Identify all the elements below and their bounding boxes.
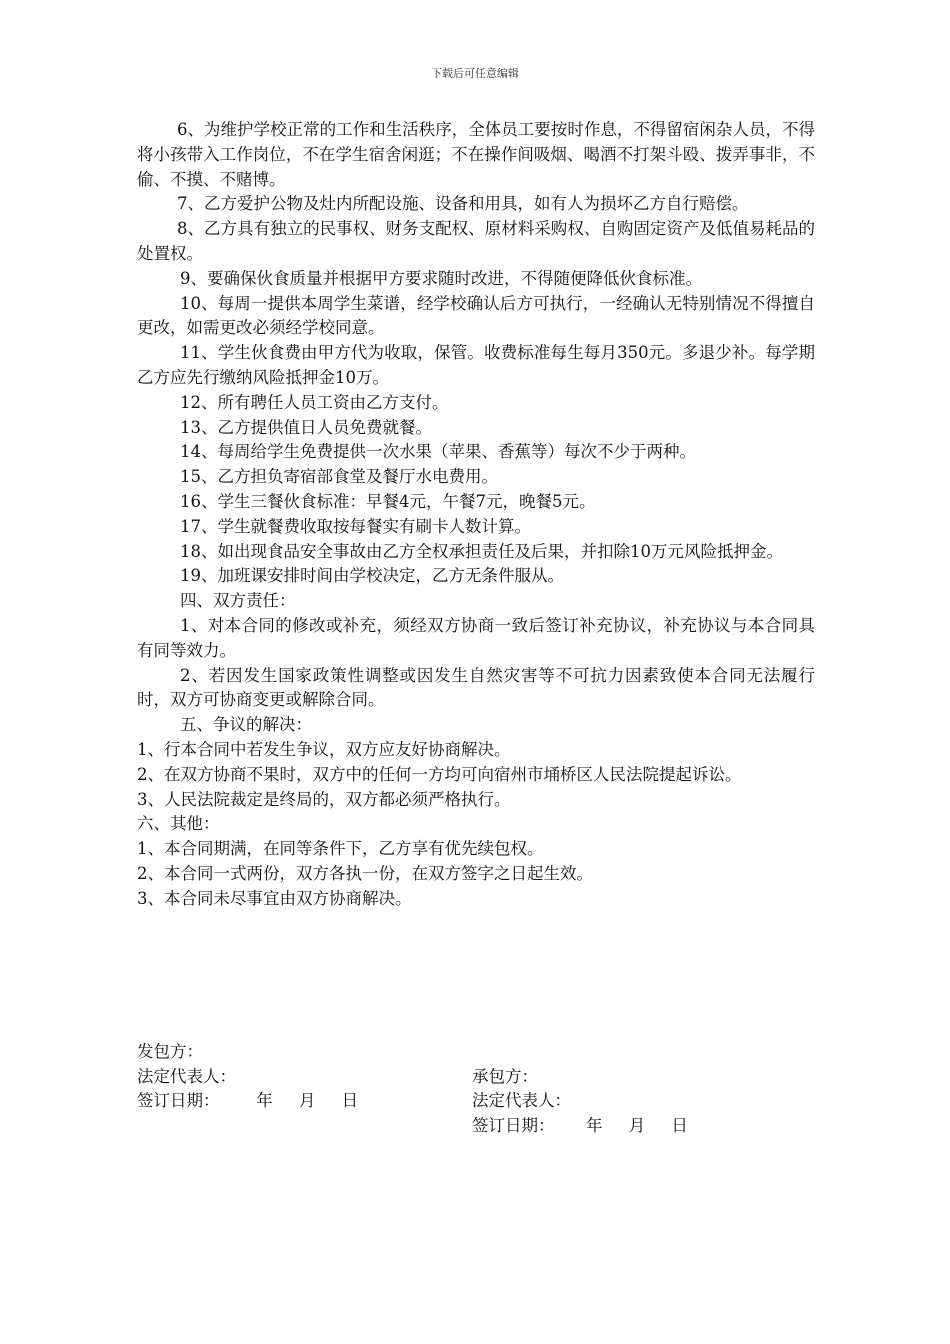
signature-block xyxy=(137,1015,815,1136)
clause-10: 10、每周一提供本周学生菜谱，经学校确认后方可执行，一经确认无特别情况不得擅自更改，如需更改必须经学校同意。 xyxy=(137,293,815,338)
clause-19: 19、加班课安排时间由学校决定，乙方无条件服从。 xyxy=(180,566,564,586)
clause-9: 9、要确保伙食质量并根据甲方要求随时改进，不得随便降低伙食标准。 xyxy=(180,268,702,288)
section-heading-disputes: 五、争议的解决： xyxy=(180,715,312,735)
clause-18: 18、如出现食品安全事故由乙方全权承担责任及后果，并扣除10万元风险抵押金。 xyxy=(180,541,783,561)
dispute-3: 3、人民法院裁定是终局的，双方都必须严格执行。 xyxy=(137,789,511,809)
contractor-rep-label: 法定代表人： xyxy=(472,1091,571,1111)
clause-16: 16、学生三餐伙食标准：早餐4元，午餐7元，晚餐5元。 xyxy=(180,491,596,511)
clause-7: 7、乙方爱护公物及灶内所配设施、设备和用具，如有人为损坏乙方自行赔偿。 xyxy=(177,194,749,214)
issuer-party-label: 发包方： xyxy=(137,1041,203,1061)
clause-13: 13、乙方提供值日人员免费就餐。 xyxy=(180,417,432,437)
clause-17: 17、学生就餐费收取按每餐实有刷卡人数计算。 xyxy=(180,516,531,536)
contract-body xyxy=(137,118,815,912)
section-heading-other: 六、其他： xyxy=(137,814,220,834)
responsibility-2: 2、若因发生国家政策性调整或因发生自然灾害等不可抗力因素致使本合同无法履行时，双方可协商变更或解除合同。 xyxy=(137,665,815,710)
other-1: 1、本合同期满，在同等条件下，乙方享有优先续包权。 xyxy=(137,839,544,859)
dispute-2: 2、在双方协商不果时，双方中的任何一方均可向宿州市埇桥区人民法院提起诉讼。 xyxy=(137,764,742,784)
responsibility-1: 1、对本合同的修改或补充，须经双方协商一致后签订补充协议，补充协议与本合同具有同等效力。 xyxy=(137,615,815,660)
issuer-rep-label: 法定代表人： xyxy=(137,1066,236,1086)
other-2: 2、本合同一式两份，双方各执一份，在双方签字之日起生效。 xyxy=(137,863,593,883)
clause-6: 6、为维护学校正常的工作和生活秩序，全体员工要按时作息，不得留宿闲杂人员，不得将小孩带入工作岗位，不在学生宿舍闲逛；不在操作间吸烟、喝酒不打架斗殴、拨弄事非，不偷、不摸、不赌博。 xyxy=(137,120,815,189)
contractor-date-label: 签订日期： 年 月 日 xyxy=(472,1116,688,1136)
clause-15: 15、乙方担负寄宿部食堂及餐厅水电费用。 xyxy=(180,467,498,487)
dispute-1: 1、行本合同中若发生争议，双方应友好协商解决。 xyxy=(137,739,511,759)
issuer-date-label: 签订日期： 年 月 日 xyxy=(137,1091,359,1111)
clause-8: 8、乙方具有独立的民事权、财务支配权、原材料采购权、自购固定资产及低值易耗品的处置权。 xyxy=(137,219,815,263)
contractor-party-label: 承包方： xyxy=(472,1066,538,1086)
clause-14: 14、每周给学生免费提供一次水果（苹果、香蕉等）每次不少于两种。 xyxy=(180,442,696,462)
section-heading-responsibilities: 四、双方责任： xyxy=(180,591,296,611)
other-3: 3、本合同未尽事宜由双方协商解决。 xyxy=(137,888,412,908)
page-header-note: 下载后可任意编辑 xyxy=(431,67,519,80)
clause-11: 11、学生伙食费由甲方代为收取，保管。收费标准每生每月350元。多退少补。每学期乙方应先行缴纳风险抵押金10万。 xyxy=(137,343,815,387)
clause-12: 12、所有聘任人员工资由乙方支付。 xyxy=(180,392,449,412)
